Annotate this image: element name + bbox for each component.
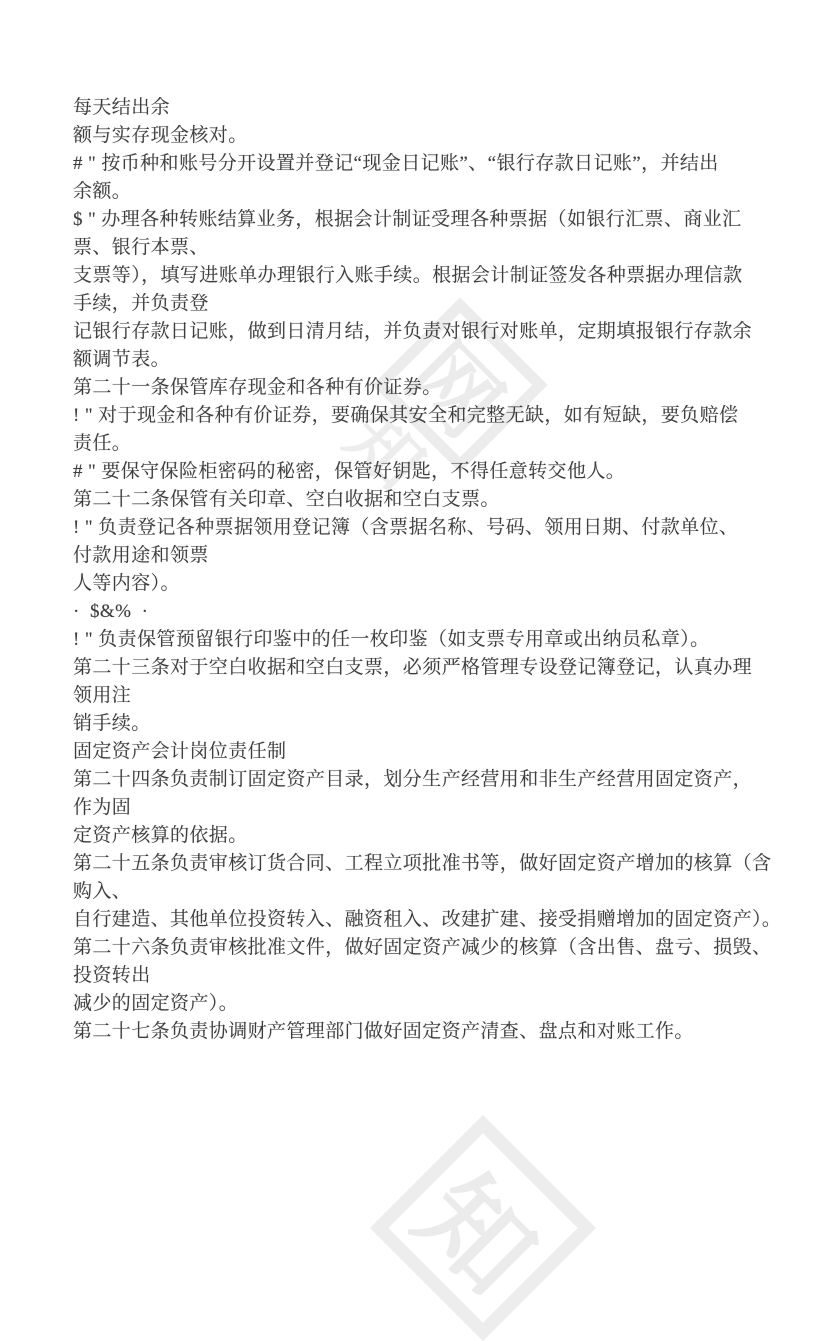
watermark-character-icon: 知 [331,397,439,505]
watermark-diamond-character: 知 [394,1155,556,1317]
document-text-body [73,94,781,1046]
text-line: · $&% · [73,601,149,622]
text-line: 责任。 [73,433,132,454]
text-line: 第二十七条负责协调财产管理部门做好固定资产清查、盘点和对账工作。 [73,1021,694,1042]
text-line: 记银行存款日记账，做到日清月结，并负责对银行对账单，定期填报银行存款余 [73,321,753,342]
text-line: 手续，并负责登 [73,293,209,314]
text-line: 每天结出余 [73,97,171,118]
watermark-diamond-logo-bottom-icon [370,1115,596,1341]
text-line: 定资产核算的依据。 [73,825,248,846]
text-line: ! " 负责保管预留银行印鉴中的任一枚印鉴（如支票专用章或出纳员私章）。 [73,629,710,650]
text-line: # " 按币种和账号分开设置并登记“现金日记账”、“银行存款日记账”，并结出 [73,153,719,174]
text-line: 第二十四条负责制订固定资产目录，划分生产经营用和非生产经营用固定资产， [73,769,753,790]
text-line: 第二十一条保管库存现金和各种有价证券。 [73,377,442,398]
watermark-diamond-character: 网 [389,326,519,456]
text-line: 固定资产会计岗位责任制 [73,741,287,762]
text-line: 购入、 [73,881,132,902]
text-line: 额与实存现金核对。 [73,125,248,146]
text-line: 领用注 [73,685,132,706]
text-line: 第二十六条负责审核批准文件，做好固定资产减少的核算（含出售、盘亏、损毁、 [73,937,772,958]
text-line: ! " 负责登记各种票据领用登记簿（含票据名称、号码、领用日期、付款单位、 [73,517,739,538]
text-line: 票、银行本票、 [73,237,209,258]
text-line: 投资转出 [73,965,151,986]
text-line: 付款用途和领票 [73,545,209,566]
text-line: 支票等），填写进账单办理银行入账手续。根据会计制证签发各种票据办理信款 [73,265,743,286]
text-line: ! " 对于现金和各种有价证券，要确保其安全和完整无缺，如有短缺，要负赔偿 [73,405,739,426]
text-line: 减少的固定资产）。 [73,993,239,1014]
text-line: 第二十五条负责审核订货合同、工程立项批准书等，做好固定资产增加的核算（含 [73,853,772,874]
text-line: 人等内容）。 [73,573,180,594]
text-line: # " 要保守保险柜密码的秘密，保管好钥匙，不得任意转交他人。 [73,461,626,482]
text-line: 余额。 [73,181,132,202]
text-line: 作为固 [73,797,132,818]
text-line: 第二十二条保管有关印章、空白收据和空白支票。 [73,489,500,510]
text-line: 额调节表。 [73,349,171,370]
text-line: 销手续。 [73,713,151,734]
text-line: 自行建造、其他单位投资转入、融资租入、改建扩建、接受捐赠增加的固定资产）。 [73,909,782,930]
text-line: $ " 办理各种转账结算业务，根据会计制证受理各种票据（如银行汇票、商业汇 [73,209,742,230]
text-line: 第二十三条对于空白收据和空白支票，必须严格管理专设登记簿登记，认真办理 [73,657,753,678]
